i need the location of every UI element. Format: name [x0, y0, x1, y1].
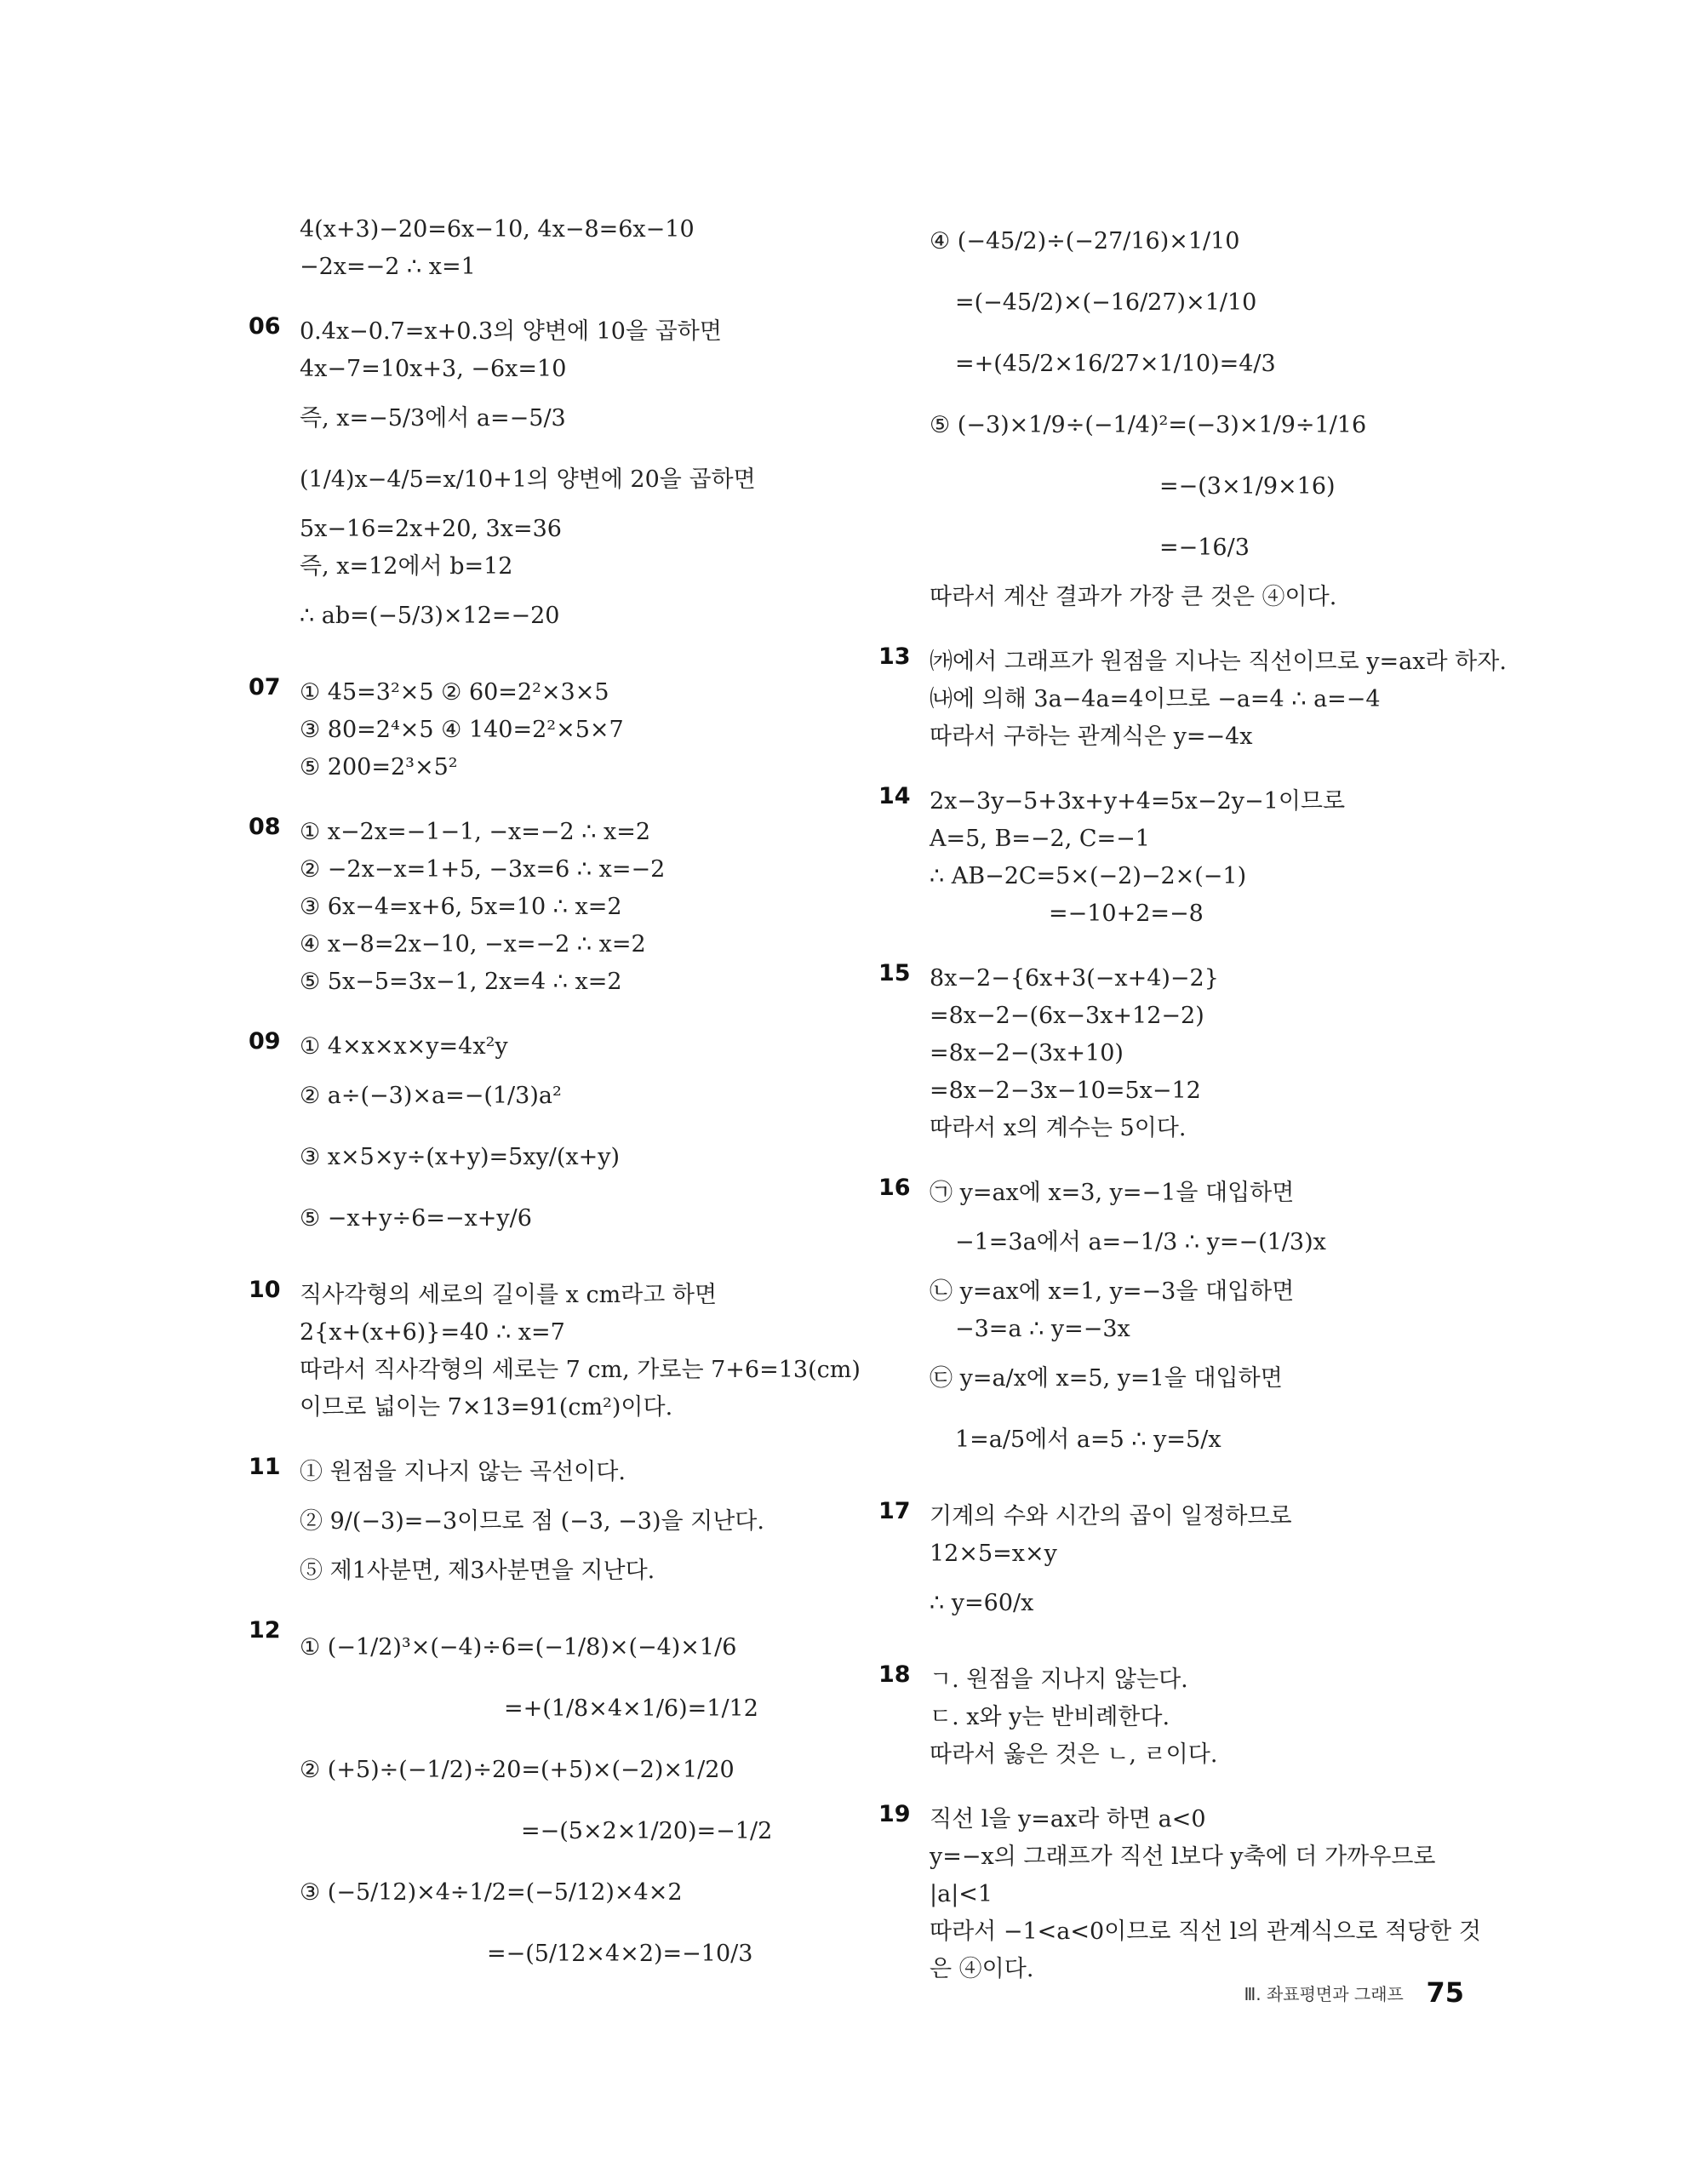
problem-number: 06 [249, 313, 281, 340]
problem-number: 11 [249, 1454, 281, 1480]
solution-line: 2{x+(x+6)}=40 ∴ x=7 [300, 1319, 565, 1346]
solution-line: ③ 80=2⁴×5 ④ 140=2²×5×7 [300, 717, 624, 743]
problem-18 [878, 1661, 1474, 1774]
solution-line: ② −2x−x=1+5, −3x=6 ∴ x=−2 [300, 856, 666, 883]
problem-12 [249, 1617, 844, 1985]
solution-line: |a|<1 [930, 1881, 993, 1907]
problem-17 [878, 1498, 1474, 1634]
problem-number: 07 [249, 674, 281, 700]
problem-number: 09 [249, 1028, 281, 1055]
problem-number: 14 [878, 783, 911, 809]
solution-line: ③ (−5/12)×4÷1/2=(−5/12)×4×2 [300, 1879, 683, 1906]
solution-line: 4x−7=10x+3, −6x=10 [300, 356, 567, 382]
solution-line: ㉠ y=ax에 x=3, y=−1을 대입하면 [930, 1180, 1295, 1206]
problem-number: 17 [878, 1498, 911, 1524]
problem-14 [878, 783, 1474, 933]
solution-line: 8x−2−{6x+3(−x+4)−2} [930, 965, 1219, 992]
page-footer [1244, 1976, 1464, 2009]
solution-line: =+(45/2×16/27×1/10)=4/3 [955, 351, 1276, 377]
solution-line: −1=3a에서 a=−1/3 ∴ y=−(1/3)x [955, 1229, 1326, 1255]
solution-line: 5x−16=2x+20, 3x=36 [300, 516, 562, 542]
solution-line: 따라서 −1<a<0이므로 직선 l의 관계식으로 적당한 것 [930, 1918, 1481, 1945]
solution-line: ② 9/(−3)=−3이므로 점 (−3, −3)을 지난다. [300, 1508, 764, 1535]
solution-line: 이므로 넓이는 7×13=91(cm²)이다. [300, 1394, 673, 1421]
solution-line: 따라서 옳은 것은 ㄴ, ㄹ이다. [930, 1741, 1218, 1768]
solution-line: 따라서 직사각형의 세로는 7 cm, 가로는 7+6=13(cm) [300, 1357, 861, 1383]
solution-line: ⑤ 5x−5=3x−1, 2x=4 ∴ x=2 [300, 969, 622, 995]
solution-line: 직사각형의 세로의 길이를 x cm라고 하면 [300, 1282, 718, 1308]
page-number: 75 [1426, 1976, 1464, 2009]
solution-line: ⑤ −x+y÷6=−x+y/6 [300, 1205, 532, 1232]
solution-line: 즉, x=−5/3에서 a=−5/3 [300, 405, 566, 432]
problem-07 [249, 674, 844, 786]
solution-line: ⑤ 200=2³×5² [300, 754, 458, 780]
solution-line: ⑤ (−3)×1/9÷(−1/4)²=(−3)×1/9÷1/16 [930, 412, 1367, 438]
solution-line: =−16/3 [1159, 535, 1250, 561]
solution-line: 1=a/5에서 a=5 ∴ y=5/x [955, 1426, 1221, 1453]
problem-08 [249, 814, 844, 1001]
solution-line: ③ 6x−4=x+6, 5x=10 ∴ x=2 [300, 894, 622, 920]
problem-15 [878, 960, 1474, 1147]
solution-line: ㉢ y=a/x에 x=5, y=1을 대입하면 [930, 1365, 1283, 1392]
solution-line: ① x−2x=−1−1, −x=−2 ∴ x=2 [300, 819, 651, 845]
solution-line: 기계의 수와 시간의 곱이 일정하므로 [930, 1503, 1292, 1529]
problem-12-continued [878, 211, 1474, 616]
problem-number: 08 [249, 814, 281, 840]
solution-line: −3=a ∴ y=−3x [955, 1316, 1130, 1342]
solution-line: 직선 l을 y=ax라 하면 a<0 [930, 1806, 1206, 1832]
problem-number: 18 [878, 1661, 911, 1688]
solution-line: (1/4)x−4/5=x/10+1의 양변에 20을 곱하면 [300, 466, 756, 493]
left-column [249, 211, 861, 2012]
solution-line: 따라서 구하는 관계식은 y=−4x [930, 723, 1253, 750]
problem-16 [878, 1175, 1474, 1471]
solution-line: =8x−2−(3x+10) [930, 1040, 1124, 1066]
solution-line: ② a÷(−3)×a=−(1/3)a² [300, 1083, 562, 1109]
solution-line: =+(1/8×4×1/6)=1/12 [504, 1695, 758, 1722]
problem-13 [878, 643, 1507, 756]
problem-10 [249, 1277, 861, 1426]
solution-line: =8x−2−(6x−3x+12−2) [930, 1003, 1204, 1029]
problem-number: 19 [878, 1801, 911, 1827]
solution-line: 은 ④이다. [930, 1956, 1034, 1982]
problem-number: 15 [878, 960, 911, 986]
solution-line: 따라서 x의 계수는 5이다. [930, 1115, 1187, 1141]
solution-line: 즉, x=12에서 b=12 [300, 553, 513, 580]
solution-line: ⑤ 제1사분면, 제3사분면을 지난다. [300, 1558, 655, 1584]
solution-line: =(−45/2)×(−16/27)×1/10 [955, 289, 1257, 316]
solution-line: ② (+5)÷(−1/2)÷20=(+5)×(−2)×1/20 [300, 1757, 735, 1783]
section-title: Ⅲ. 좌표평면과 그래프 [1244, 1983, 1404, 2004]
solution-line: ㈎에서 그래프가 원점을 지나는 직선이므로 y=ax라 하자. [930, 649, 1507, 675]
solution-line: =−(5×2×1/20)=−1/2 [521, 1818, 773, 1844]
solution-line: A=5, B=−2, C=−1 [930, 826, 1150, 852]
solution-line: =8x−2−3x−10=5x−12 [930, 1078, 1201, 1104]
solution-line: 12×5=x×y [930, 1541, 1057, 1567]
solution-line: ㉡ y=ax에 x=1, y=−3을 대입하면 [930, 1278, 1295, 1305]
solution-line: =−10+2=−8 [1049, 900, 1204, 927]
solution-line: ④ x−8=2x−10, −x=−2 ∴ x=2 [300, 931, 646, 958]
solution-line: ∴ ab=(−5/3)×12=−20 [300, 603, 560, 629]
solution-line: ④ (−45/2)÷(−27/16)×1/10 [930, 228, 1240, 254]
solution-line: ① 4×x×x×y=4x²y [300, 1033, 508, 1060]
solution-line: y=−x의 그래프가 직선 l보다 y축에 더 가까우므로 [930, 1844, 1436, 1870]
problem-09 [249, 1028, 844, 1249]
solution-line: ㈏에 의해 3a−4a=4이므로 −a=4 ∴ a=−4 [930, 686, 1381, 712]
solution-line: ① (−1/2)³×(−4)÷6=(−1/8)×(−4)×1/6 [300, 1634, 737, 1661]
right-column [878, 211, 1507, 2015]
solution-line: 4(x+3)−20=6x−10, 4x−8=6x−10 [300, 216, 695, 243]
solution-line: 따라서 계산 결과가 가장 큰 것은 ④이다. [930, 584, 1337, 610]
solution-line: 0.4x−0.7=x+0.3의 양변에 10을 곱하면 [300, 318, 722, 345]
solution-line: ∴ y=60/x [930, 1590, 1034, 1616]
problem-06 [249, 313, 844, 647]
solution-line: ① 45=3²×5 ② 60=2²×3×5 [300, 679, 609, 706]
problem-11 [249, 1454, 844, 1590]
solution-line: −2x=−2 ∴ x=1 [300, 254, 476, 280]
problem-05-continued [249, 211, 844, 286]
solution-line: ㄱ. 원점을 지나지 않는다. [930, 1667, 1188, 1693]
solution-line: =−(5/12×4×2)=−10/3 [487, 1941, 753, 1967]
problem-number: 12 [249, 1617, 281, 1644]
solution-line: ㄷ. x와 y는 반비례한다. [930, 1704, 1170, 1730]
solution-line: ① 원점을 지나지 않는 곡선이다. [300, 1459, 626, 1485]
problem-number: 10 [249, 1277, 281, 1303]
problem-number: 13 [878, 643, 911, 670]
solution-line: =−(3×1/9×16) [1159, 473, 1336, 500]
problem-19 [878, 1801, 1481, 1988]
solution-line: 2x−3y−5+3x+y+4=5x−2y−1이므로 [930, 788, 1346, 815]
solution-line: ③ x×5×y÷(x+y)=5xy/(x+y) [300, 1144, 621, 1170]
solution-line: ∴ AB−2C=5×(−2)−2×(−1) [930, 863, 1247, 889]
problem-number: 16 [878, 1175, 911, 1201]
